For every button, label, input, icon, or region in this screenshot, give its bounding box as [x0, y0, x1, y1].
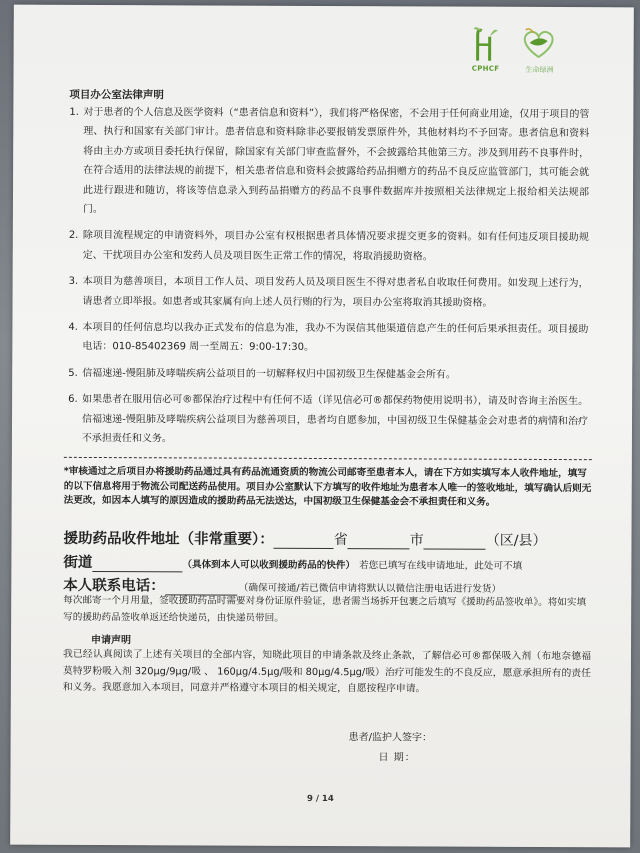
address-label: 援助药品收件地址（非常重要）：: [63, 530, 274, 548]
page-number: 9 / 14: [306, 793, 334, 805]
document-page: [10, 5, 634, 848]
cphcf-logo-caption: CPHCF: [471, 64, 500, 73]
address-row-2: [63, 551, 522, 574]
list-item: 3. 本项目为慈善项目，本项目工作人员、项目发药人员及项目医生不得对患者私自收取任何费用。如发现上述行为，请患者立即举报。如患者或其家属有向上述人员行贿的行为，项目办公室将取消其援助资格。: [68, 276, 589, 309]
list-item: 5. 信福速递-慢阻肺及哮喘疾病公益项目的一切解释权归中国初级卫生保健基金会所有。: [68, 367, 456, 381]
list-item: 6. 如果患者在服用信必可®都保治疗过程中有任何不适（详见信必可®都保药物使用说明书），请及时咨询主治医生。信福速递-慢阻肺及哮喘疾病公益项目为慈善项目，患者均自愿参加，中国初级卫生保健基金会对患者的病情和治疗不承担责任和义务。: [68, 394, 589, 445]
signoff-note: 每次邮寄一个月用量，签收援助药品时需要对身份证原件验证，患者需当场拆开包裹之后填写《援助药品签收单》。将如实填写的援助药品签收单返还给快递员，由快递员带回。: [63, 594, 587, 624]
list-item: 4. 本项目的任何信息均以我办正式发布的信息为准，我办不为误信其他渠道信息产生的任何后果承担责任。项目援助电话：010-85402369 周一至周五：9:00-17:30。: [68, 321, 589, 354]
street-hint: （具体到本人可以收到援助药品的快件）: [182, 559, 356, 572]
district-field[interactable]: [424, 534, 486, 549]
apply-statement-title: 申请声明: [91, 634, 132, 647]
heart-leaf-icon: [520, 27, 558, 59]
street-note: 若您已填写在线申请地址，此处可不填: [359, 560, 523, 572]
life-oasis-caption: 生命绿洲: [525, 65, 554, 75]
legal-statement-title: 项目办公室法律声明: [69, 88, 164, 102]
city-label: 市: [409, 532, 424, 549]
list-item: 1. 对于患者的个人信息及医学资料（“患者信息和资料”），我们将严格保密，不会用于任何商业用途，仅用于项目的管理、执行和国家有关部门审计。患者信息和资料除非必要报销发票原件外，其他材料均不予回寄。患者信息和资料将由主办方或项目委托执行保留，除国家有关部门审查监督外，不会披露给其他第三方。涉及到用药不良事件时，在符合适用的法律法规的前提下，相关患者信息和资料会披露给药品捐赠方的药品不良反应监管部门，其可能会就此进行跟进和随访，将该等信息录入到药品捐赠方的药品不良事件数据库并按照相关法律规定上报给相关法规部门。: [69, 106, 590, 216]
street-label: 街道: [63, 554, 93, 571]
district-label: （区/县）: [485, 532, 547, 549]
phone-label: 本人联系电话：: [63, 577, 165, 595]
cphcf-logo-icon: [472, 25, 500, 63]
life-oasis-logo: [514, 27, 566, 79]
date-label: 日 期：: [378, 752, 416, 764]
address-row-1: [63, 527, 546, 550]
province-label: 省: [333, 532, 348, 549]
street-field[interactable]: [92, 557, 182, 572]
list-item: 2. 除项目流程规定的申请资料外，项目办公室有权根据患者具体情况要求提交更多的资料。如有任何违反项目援助规定、干扰项目办公室和发药人员及项目医生正常工作的情况，将取消援助资格。: [68, 230, 589, 263]
shipping-notice: *审核通过之后项目办将援助药品通过具有药品流通资质的物流公司邮寄至患者本人，请在下方如实填写本人收件地址，填写的以下信息将用于物流公司配送药品使用。项目办公室默认下方填写的收件地址为患者本人唯一的签收地址，填写确认后则无法更改，如因本人填写的原因造成的援助药品无法送达，中国初级卫生保健基金会不承担责任和义务。: [63, 465, 592, 508]
cut-line-divider: [64, 457, 592, 460]
cphcf-logo: [466, 25, 506, 80]
city-field[interactable]: [348, 534, 410, 549]
apply-statement-body: 我已经认真阅读了上述有关项目的全部内容，知晓此项目的申请条款及终止条款，了解信必可®都保吸入剂（布地奈德福莫特罗粉吸入剂 320μg/9μg/吸 、 160μg/4.5μg/吸和 80μg/4.5μg/吸）治疗可能发生的不良反应，愿意承担所有的责任和义务。我愿意加入本项目，同意并严格遵守本项目的相关规定，自愿按程序申请。: [62, 648, 592, 695]
signature-label: 患者/监护人签字：: [348, 732, 433, 744]
province-field[interactable]: [274, 534, 334, 549]
phone-note: （确保可接通/若已微信申请将默认以微信注册电话进行发货）: [238, 582, 502, 595]
legal-statement-list: [68, 103, 590, 458]
